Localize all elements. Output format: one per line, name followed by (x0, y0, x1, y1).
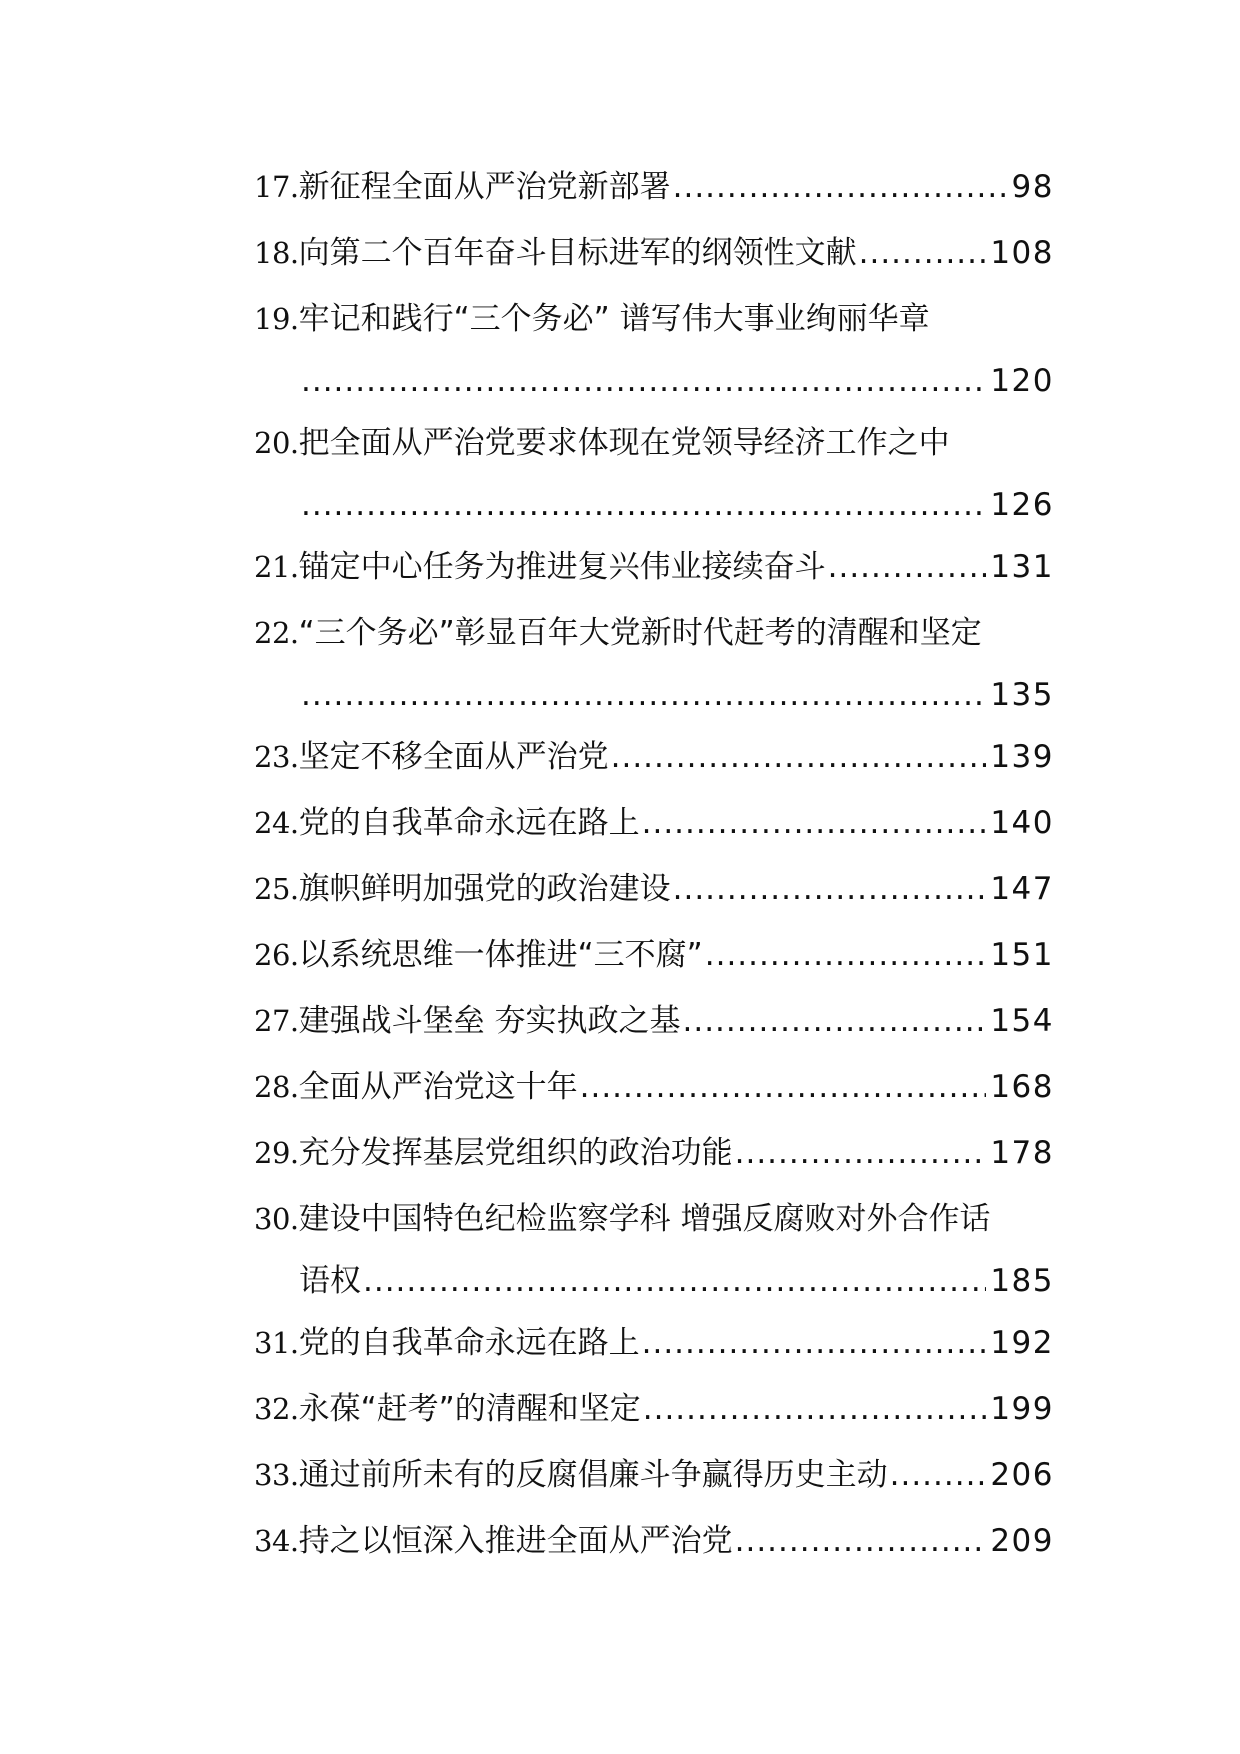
dot-leader (301, 352, 986, 410)
dot-leader (859, 220, 987, 286)
toc-entry[interactable] (254, 1120, 1054, 1186)
entry-number: 30. (254, 1202, 299, 1236)
toc-line-continuation (254, 352, 1054, 410)
toc-line (254, 1054, 1054, 1120)
page-number: 131 (990, 549, 1054, 585)
dot-leader (682, 988, 986, 1054)
entry-title: 锚定中心任务为推进复兴伟业接续奋斗 (298, 549, 826, 585)
toc-line (254, 790, 1054, 856)
entry-number: 34. (254, 1524, 299, 1558)
toc-line (254, 154, 1054, 220)
entry-number: 18. (254, 236, 299, 270)
entry-number: 29. (254, 1136, 299, 1170)
entry-title: 牢记和践行“三个务必” 谱写伟大事业绚丽华章 (298, 301, 930, 337)
entry-number: 22. (254, 616, 299, 650)
entry-number: 21. (254, 550, 299, 584)
entry-title: 永葆“赶考”的清醒和坚定 (298, 1391, 641, 1427)
toc-entry[interactable] (254, 988, 1054, 1054)
dot-leader (735, 1120, 987, 1186)
page-number: 154 (990, 1003, 1054, 1039)
entry-title: 新征程全面从严治党新部署 (298, 169, 671, 205)
entry-title-continued: 语权 (299, 1263, 361, 1299)
toc-entry[interactable] (254, 1376, 1054, 1442)
page-number: 192 (990, 1325, 1054, 1361)
toc-line (254, 1186, 1054, 1252)
dot-leader (673, 154, 1008, 220)
toc-line (254, 1310, 1054, 1376)
toc-line (254, 856, 1054, 922)
page-number: 147 (990, 871, 1054, 907)
entry-number: 25. (254, 872, 299, 906)
toc-entry[interactable] (254, 1508, 1054, 1574)
page-number: 206 (990, 1457, 1054, 1493)
entry-title: 建强战斗堡垒 夯实执政之基 (298, 1003, 681, 1039)
entry-number: 27. (254, 1004, 299, 1038)
page-number: 139 (990, 739, 1054, 775)
dot-leader (643, 1376, 987, 1442)
page-number: 209 (990, 1523, 1054, 1559)
entry-title: 党的自我革命永远在路上 (298, 805, 640, 841)
toc-line (254, 988, 1054, 1054)
toc-line (254, 724, 1054, 790)
entry-title: 充分发挥基层党组织的政治功能 (298, 1135, 733, 1171)
page-number: 120 (990, 363, 1054, 399)
entry-number: 28. (254, 1070, 299, 1104)
page-number: 108 (990, 235, 1054, 271)
toc-line (254, 1120, 1054, 1186)
table-of-contents (254, 154, 1054, 1574)
entry-title: 向第二个百年奋斗目标进军的纲领性文献 (298, 235, 857, 271)
entry-title: 坚定不移全面从严治党 (298, 739, 609, 775)
toc-entry[interactable] (254, 1186, 1054, 1310)
page-number: 178 (990, 1135, 1054, 1171)
page-number: 168 (990, 1069, 1054, 1105)
entry-title: 把全面从严治党要求体现在党领导经济工作之中 (298, 425, 950, 461)
entry-title: 通过前所未有的反腐倡廉斗争赢得历史主动 (298, 1457, 888, 1493)
entry-title: 党的自我革命永远在路上 (298, 1325, 640, 1361)
entry-number: 31. (254, 1326, 299, 1360)
dot-leader (580, 1054, 987, 1120)
page-number: 126 (990, 487, 1054, 523)
entry-number: 17. (254, 170, 299, 204)
dot-leader (611, 724, 987, 790)
entry-number: 19. (254, 302, 299, 336)
toc-entry[interactable] (254, 790, 1054, 856)
dot-leader (828, 534, 987, 600)
toc-entry[interactable] (254, 286, 1054, 410)
entry-title: 建设中国特色纪检监察学科 增强反腐败对外合作话 (298, 1201, 991, 1237)
toc-entry[interactable] (254, 220, 1054, 286)
toc-entry[interactable] (254, 410, 1054, 534)
toc-line (254, 410, 1054, 476)
entry-title: 持之以恒深入推进全面从严治党 (298, 1523, 733, 1559)
toc-line (254, 1508, 1054, 1574)
entry-title: 旗帜鲜明加强党的政治建设 (298, 871, 671, 907)
toc-line (254, 220, 1054, 286)
entry-number: 26. (254, 938, 299, 972)
entry-number: 32. (254, 1392, 299, 1426)
dot-leader (642, 790, 987, 856)
toc-entry[interactable] (254, 154, 1054, 220)
page-number: 140 (990, 805, 1054, 841)
page-number: 151 (990, 937, 1054, 973)
entry-number: 33. (254, 1458, 299, 1492)
entry-title: “三个务必”彰显百年大党新时代赶考的清醒和坚定 (298, 615, 982, 651)
entry-title: 以系统思维一体推进“三不腐” (298, 937, 703, 973)
toc-line (254, 286, 1054, 352)
entry-number: 20. (254, 426, 299, 460)
toc-entry[interactable] (254, 922, 1054, 988)
toc-line-continuation (254, 666, 1054, 724)
page-number: 98 (1011, 169, 1054, 205)
entry-title: 全面从严治党这十年 (298, 1069, 578, 1105)
toc-entry[interactable] (254, 724, 1054, 790)
toc-entry[interactable] (254, 534, 1054, 600)
toc-line (254, 922, 1054, 988)
page-number: 185 (990, 1263, 1054, 1299)
dot-leader (673, 856, 987, 922)
toc-entry[interactable] (254, 1054, 1054, 1120)
dot-leader (363, 1252, 986, 1310)
dot-leader (890, 1442, 987, 1508)
toc-entry[interactable] (254, 856, 1054, 922)
entry-number: 23. (254, 740, 299, 774)
toc-entry[interactable] (254, 1442, 1054, 1508)
toc-line (254, 600, 1054, 666)
toc-entry[interactable] (254, 600, 1054, 724)
dot-leader (705, 922, 987, 988)
toc-line (254, 1442, 1054, 1508)
dot-leader (301, 476, 986, 534)
dot-leader (301, 666, 986, 724)
toc-line (254, 1376, 1054, 1442)
toc-line-continuation (254, 476, 1054, 534)
dot-leader (735, 1508, 987, 1574)
toc-entry[interactable] (254, 1310, 1054, 1376)
entry-number: 24. (254, 806, 299, 840)
page-number: 135 (990, 677, 1054, 713)
page-number: 199 (990, 1391, 1054, 1427)
toc-line-continuation (254, 1252, 1054, 1310)
toc-line (254, 534, 1054, 600)
dot-leader (642, 1310, 987, 1376)
